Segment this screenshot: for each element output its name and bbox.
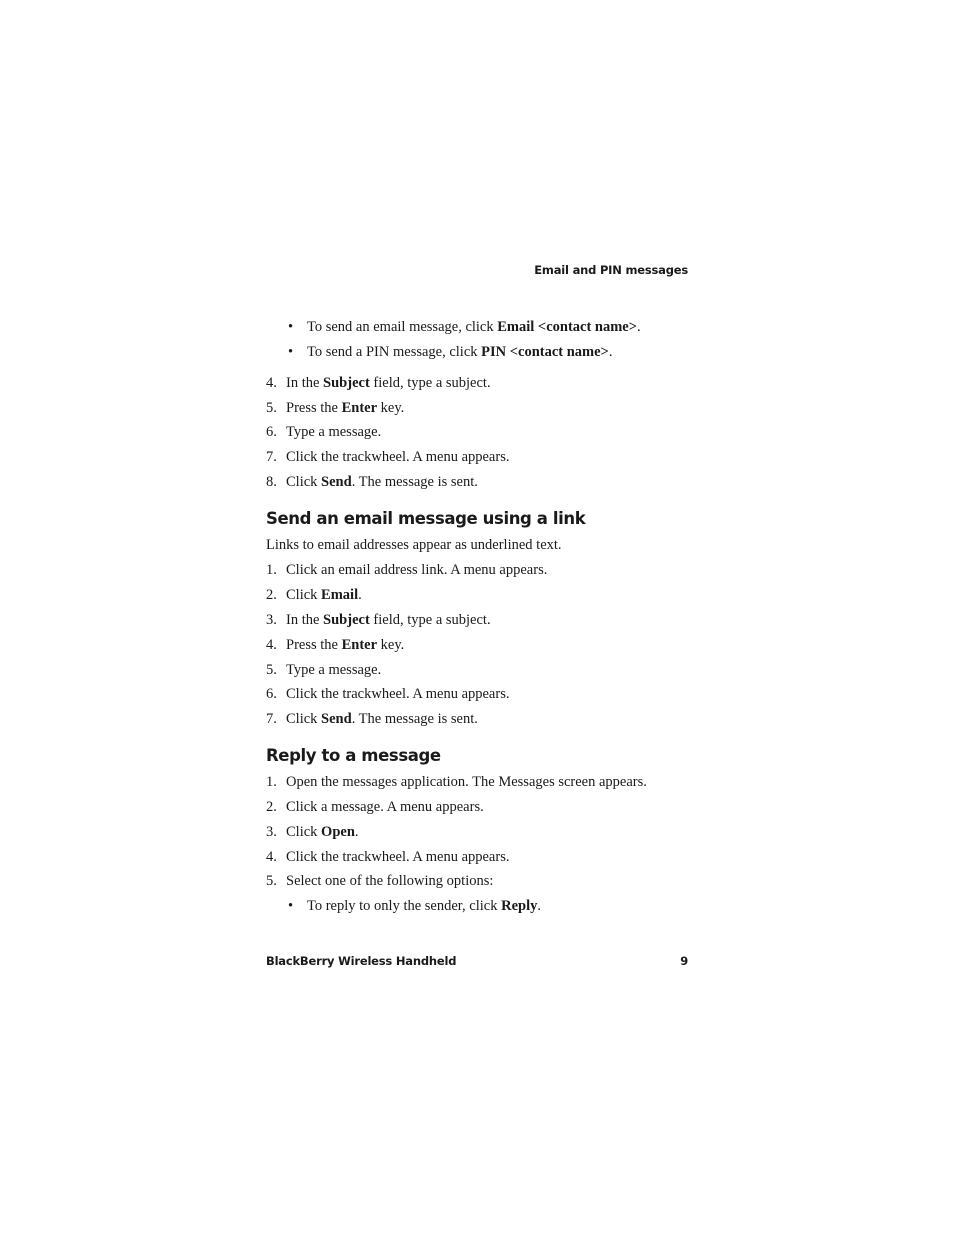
- list-item: Click Open.: [286, 824, 359, 840]
- footer-title: BlackBerry Wireless Handheld: [266, 954, 457, 968]
- page-number: 9: [680, 954, 688, 968]
- step-number: 5.: [266, 662, 277, 678]
- list-item: Click the trackwheel. A menu appears.: [286, 686, 510, 702]
- list-item: To send an email message, click Email <contact name>.: [307, 319, 641, 335]
- step-number: 8.: [266, 474, 277, 490]
- bullet-marker: •: [288, 898, 294, 914]
- step-number: 2.: [266, 799, 277, 815]
- list-item: Click Send. The message is sent.: [286, 711, 478, 727]
- step-number: 4.: [266, 375, 277, 391]
- step-number: 4.: [266, 849, 277, 865]
- list-item: Type a message.: [286, 662, 382, 678]
- step-number: 5.: [266, 400, 277, 416]
- list-item: Type a message.: [286, 424, 382, 440]
- section-heading: Send an email message using a link: [266, 509, 586, 528]
- list-item: Press the Enter key.: [286, 637, 405, 653]
- list-item: Press the Enter key.: [286, 400, 405, 416]
- list-item: Click the trackwheel. A menu appears.: [286, 849, 510, 865]
- step-number: 2.: [266, 587, 277, 603]
- step-number: 7.: [266, 711, 277, 727]
- list-item: Open the messages application. The Messages screen appears.: [286, 774, 647, 790]
- list-item: In the Subject field, type a subject.: [286, 375, 491, 391]
- list-item: Click Email.: [286, 587, 362, 603]
- list-item: Select one of the following options:: [286, 873, 494, 889]
- section-intro: Links to email addresses appear as underlined text.: [266, 537, 562, 553]
- bullet-marker: •: [288, 344, 294, 360]
- list-item: Click Send. The message is sent.: [286, 474, 478, 490]
- list-item: Click the trackwheel. A menu appears.: [286, 449, 510, 465]
- step-number: 3.: [266, 824, 277, 840]
- list-item: To reply to only the sender, click Reply.: [307, 898, 541, 914]
- list-item: Click an email address link. A menu appears.: [286, 562, 548, 578]
- list-item: To send a PIN message, click PIN <contact name>.: [307, 344, 613, 360]
- step-number: 3.: [266, 612, 277, 628]
- bullet-marker: •: [288, 319, 294, 335]
- running-header: Email and PIN messages: [534, 263, 688, 277]
- step-number: 4.: [266, 637, 277, 653]
- section-heading: Reply to a message: [266, 746, 441, 765]
- step-number: 6.: [266, 424, 277, 440]
- step-number: 7.: [266, 449, 277, 465]
- step-number: 1.: [266, 774, 277, 790]
- step-number: 6.: [266, 686, 277, 702]
- step-number: 1.: [266, 562, 277, 578]
- step-number: 5.: [266, 873, 277, 889]
- list-item: Click a message. A menu appears.: [286, 799, 484, 815]
- list-item: In the Subject field, type a subject.: [286, 612, 491, 628]
